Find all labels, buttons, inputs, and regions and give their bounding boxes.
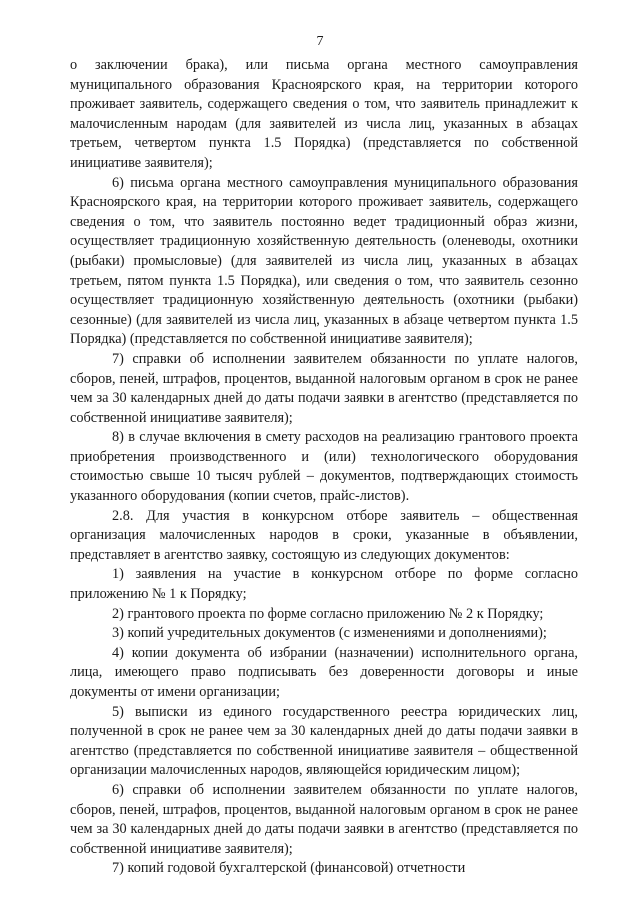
paragraph-item-8: 8) в случае включения в смету расходов на реализацию грантового проекта приобретения производственного и (или) технологического оборудования стоимостью свыше 10 тысяч рублей – документов, подтверждающих стоимость указанного оборудования (копии счетов, прайс-листов). [70,429,578,505]
paragraph-org-item-3: 3) копий учредительных документов (с изменениями и дополнениями); [112,625,547,642]
paragraph-org-item-6: 6) справки об исполнении заявителем обязанности по уплате налогов, сборов, пеней, штрафов, процентов, выданной налоговым органом в срок не ранее чем за 30 календарных дней до даты подачи заявки в агентство (представляется по собственной инициативе заявителя); [70,781,578,857]
document-body [70,56,578,879]
paragraph-item-7: 7) справки об исполнении заявителем обязанности по уплате налогов, сборов, пеней, штрафов, процентов, выданной налоговым органом в срок не ранее чем за 30 календарных дней до даты подачи заявки в агентство (представляется по собственной инициативе заявителя); [70,350,578,426]
paragraph-org-item-1: 1) заявления на участие в конкурсном отборе по форме согласно приложению № 1 к Порядку; [70,566,578,603]
paragraph-continuation: о заключении брака), или письма органа местного самоуправления муниципального образования Красноярского края, на территории которого проживает заявитель, содержащего сведения о том, что заявитель принадлежит к малочисленным народам (для заявителей из числа лиц, указанных в абзацах третьем, четвертом пункта 1.5 Порядка) (представляется по собственной инициативе заявителя); [70,57,578,171]
paragraph-org-item-5: 5) выписки из единого государственного реестра юридических лиц, полученной в срок не ранее чем за 30 календарных дней до даты подачи заявки в агентство (представляется по собственной инициативе заявителя – общественной организации малочисленных народов, являющейся юридическим лицом); [70,703,578,779]
page-number: 7 [316,34,324,49]
paragraph-org-item-2: 2) грантового проекта по форме согласно приложению № 2 к Порядку; [112,605,544,622]
paragraph-org-item-4: 4) копии документа об избрании (назначении) исполнительного органа, лица, имеющего право подписывать без доверенности договоры и иные документы от имени организации; [70,644,578,700]
paragraph-org-item-7: 7) копий годовой бухгалтерской (финансовой) отчетности [112,860,466,877]
paragraph-item-6: 6) письма органа местного самоуправления муниципального образования Красноярского края, на территории которого проживает заявитель, содержащего сведения о том, что заявитель постоянно ведет традиционный образ жизни, осуществляет традиционную хозяйственную деятельность (оленеводы, охотники (рыбаки) промысловые) (для заявителей из числа лиц, указанных в абзацах третьем, пятом пункта 1.5 Порядка), или сведения о том, что заявитель сезонно осуществляет традиционную хозяйственную деятельность (охотники (рыбаки) сезонные) (для заявителей из числа лиц, указанных в абзаце четвертом пункта 1.5 Порядка) (представляется по собственной инициативе заявителя); [70,174,578,348]
paragraph-section-2-8: 2.8. Для участия в конкурсном отборе заявитель – общественная организация малочисленных народов в сроки, указанные в объявлении, представляет в агентство заявку, состоящую из следующих документов: [70,507,578,563]
